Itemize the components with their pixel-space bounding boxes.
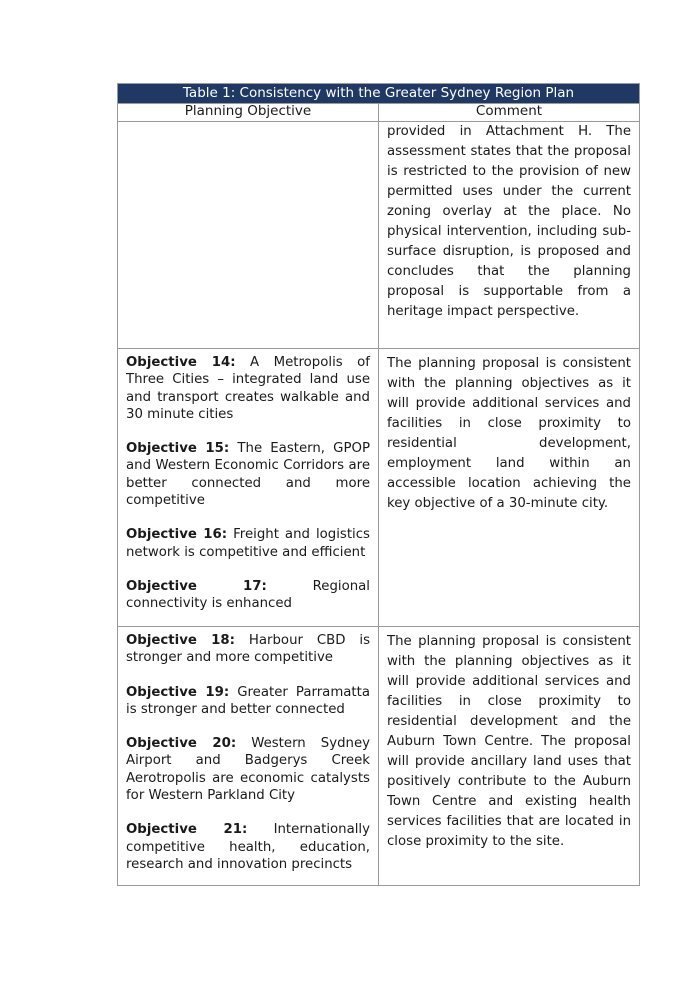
objective-item xyxy=(126,578,370,613)
objective-label: Objective 15: xyxy=(126,441,230,457)
objective-cell xyxy=(118,349,379,626)
objective-text: A Metropolis of Three Cities – integrated land use and transport creates walkable and 30 minute cities xyxy=(126,355,370,422)
objective-cell xyxy=(118,627,379,885)
comment-cell: The planning proposal is consistent with the planning objectives as it will provide additional services and facilities in close proximity to residential development, employment land within an accessible location achieving the key objective of a 30-minute city. xyxy=(387,356,631,511)
objective-label: Objective 17: xyxy=(126,578,267,594)
objective-label: Objective 16: xyxy=(126,527,228,543)
objective-item xyxy=(126,354,370,423)
objective-label: Objective 19: xyxy=(126,684,230,700)
table-row xyxy=(118,627,639,885)
objective-item xyxy=(126,735,370,804)
comment-cell: provided in Attachment H. The assessment states that the proposal is restricted to the provision of new permitted uses under the current zoning overlay at the place. No physical intervention, including sub-surface disruption, is proposed and concludes that the planning proposal is supportable from a heritage impact perspective. xyxy=(387,124,631,319)
objective-text: Freight and logistics network is competitive and efficient xyxy=(126,527,370,560)
header-planning-objective: Planning Objective xyxy=(118,104,379,121)
table-header-row xyxy=(118,104,639,122)
consistency-table xyxy=(117,83,640,886)
objective-item xyxy=(126,526,370,561)
objective-item xyxy=(126,684,370,719)
objective-cell xyxy=(118,122,379,348)
objective-item xyxy=(126,821,370,873)
objective-text: The Eastern, GPOP and Western Economic Corridors are better connected and more competitive xyxy=(126,441,370,509)
objective-item xyxy=(126,632,370,667)
objective-label: Objective 14: xyxy=(126,355,236,370)
table-caption: Table 1: Consistency with the Greater Sydney Region Plan xyxy=(118,84,639,104)
table-row xyxy=(118,349,639,627)
objective-text: Greater Parramatta is stronger and better connected xyxy=(126,684,370,717)
objective-label: Objective 20: xyxy=(126,736,237,752)
objective-item xyxy=(126,440,370,509)
table-row xyxy=(118,122,639,349)
objective-text: Internationally competitive health, education, research and innovation precincts xyxy=(126,822,370,872)
objective-text: Regional connectivity is enhanced xyxy=(126,578,370,612)
comment-cell: The planning proposal is consistent with the planning objectives as it will provide additional services and facilities in close proximity to residential development and the Auburn Town Centre. The proposal will provide ancillary land uses that positively contribute to the Auburn Town Centre and existing health services facilities that are located in close proximity to the site. xyxy=(387,634,631,849)
objective-text: Harbour CBD is stronger and more competitive xyxy=(126,633,370,666)
objective-label: Objective 18: xyxy=(126,633,235,648)
objective-label: Objective 21: xyxy=(126,822,248,838)
header-comment: Comment xyxy=(475,103,543,119)
objective-text: Western Sydney Airport and Badgerys Creek Aerotropolis are economic catalysts for Western Parkland City xyxy=(126,736,370,804)
